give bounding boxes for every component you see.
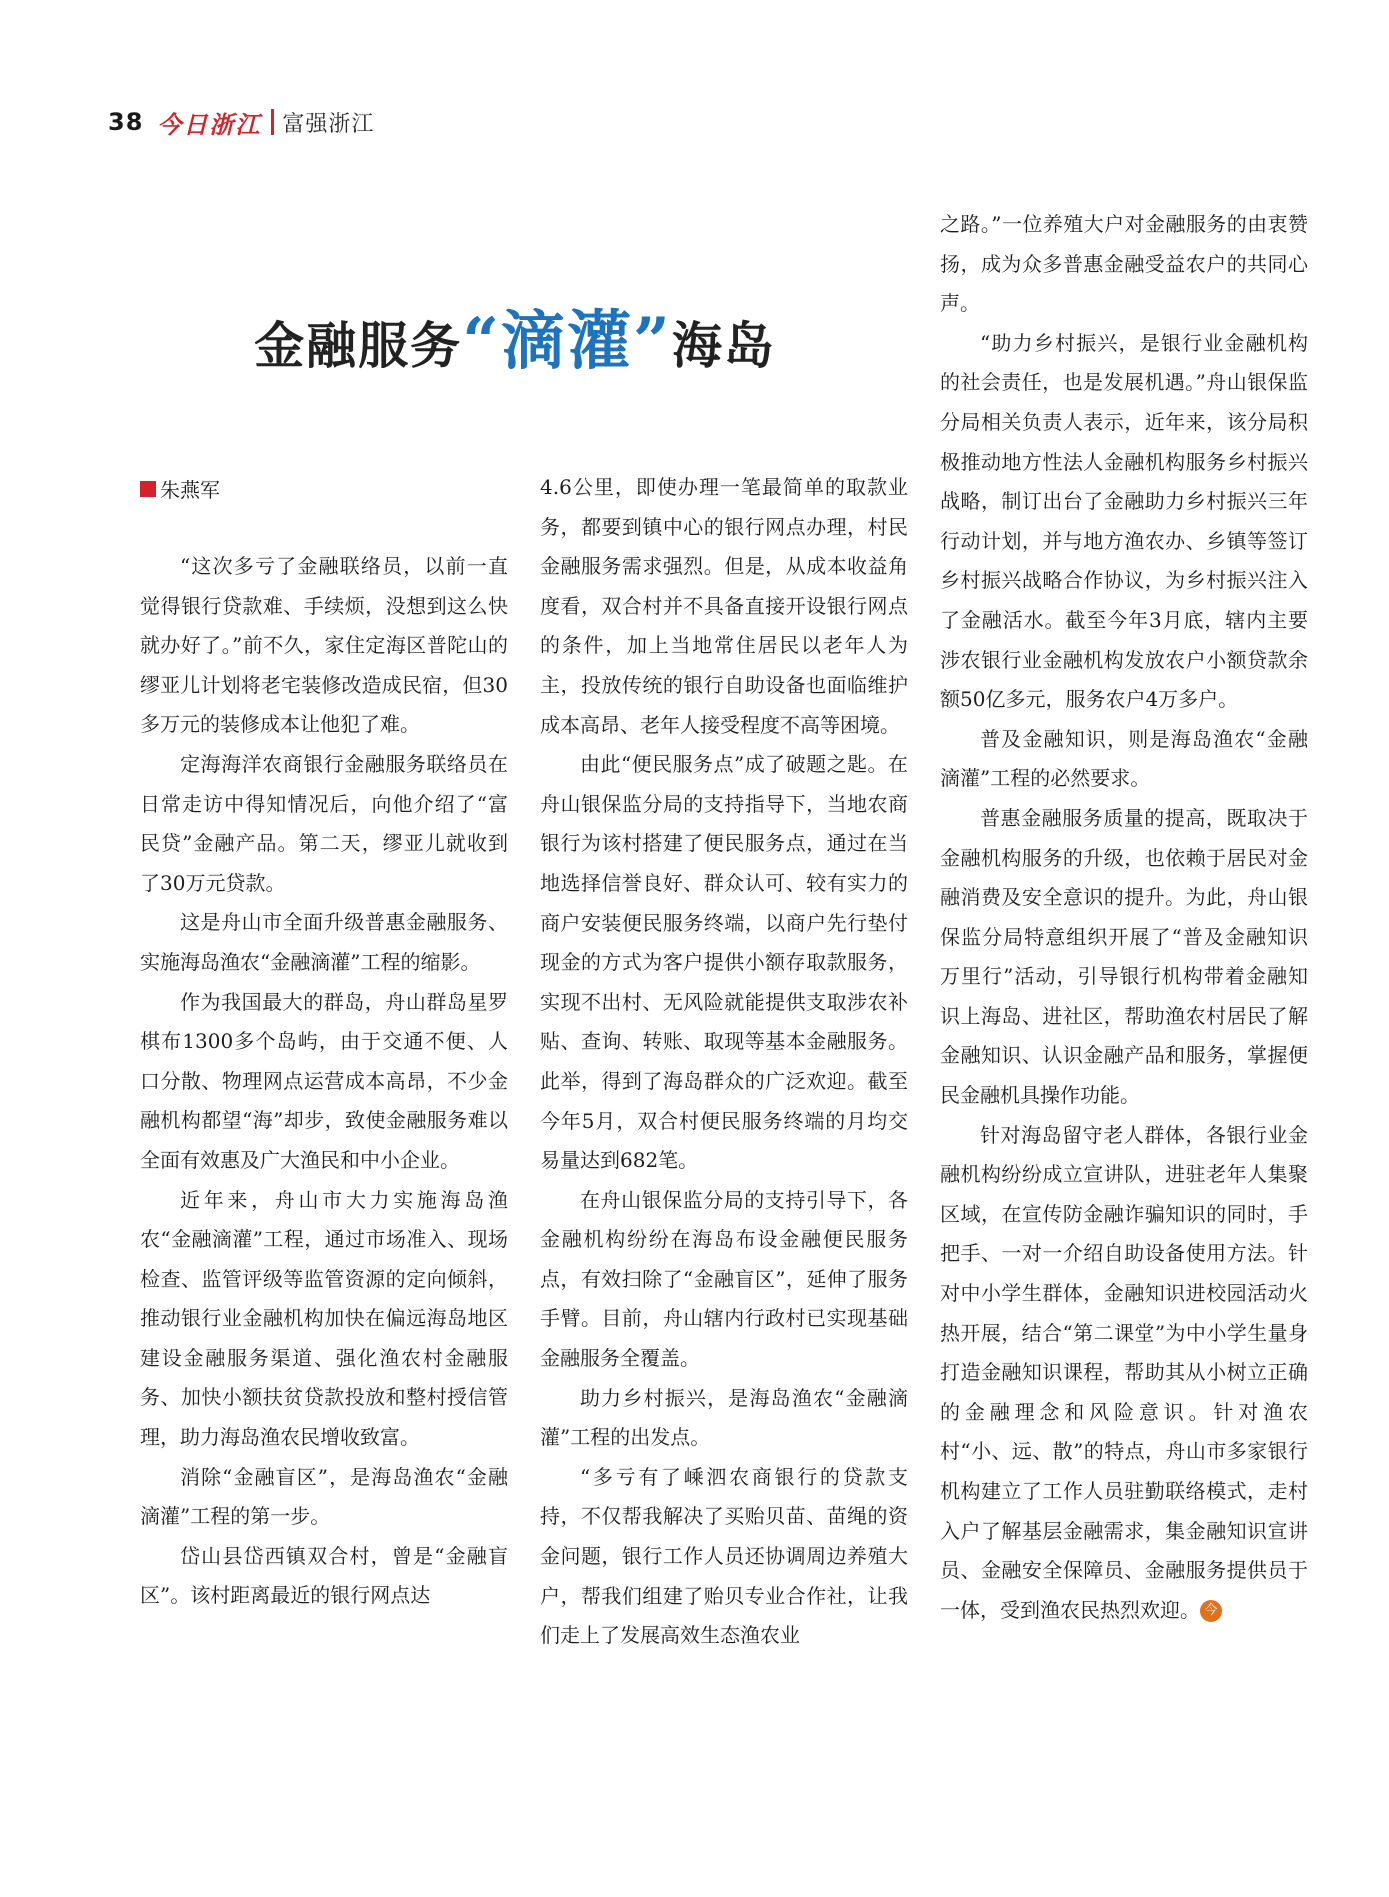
section-name: 富强浙江	[282, 111, 375, 137]
paragraph: 在舟山银保监分局的支持引导下，各金融机构纷纷在海岛布设金融便民服务点，有效扫除了“金融盲区”，延伸了服务手臂。目前，舟山辖内行政村已实现基础金融服务全覆盖。	[540, 1187, 908, 1371]
article-title	[0, 290, 1030, 382]
title-highlight: “滴灌”	[462, 304, 672, 379]
article-column-2	[540, 468, 908, 1656]
paragraph: 普及金融知识，则是海岛渔农“金融滴灌”工程的必然要求。	[940, 726, 1308, 791]
end-mark-icon: 今	[1200, 1600, 1222, 1622]
paragraph: 定海海洋农商银行金融服务联络员在日常走访中得知情况后，向他介绍了“富民贷”金融产品。第二天，缪亚儿就收到了30万元贷款。	[140, 751, 508, 895]
paragraph: “多亏有了嵊泗农商银行的贷款支持，不仅帮我解决了买贻贝苗、苗绳的资金问题，银行工作人员还协调周边养殖大户，帮我们组建了贻贝专业合作社，让我们走上了发展高效生态渔农业	[540, 1464, 908, 1648]
paragraph: 消除“金融盲区”，是海岛渔农“金融滴灌”工程的第一步。	[140, 1464, 508, 1529]
article-column-1	[140, 547, 508, 1616]
final-paragraph	[940, 1116, 1308, 1631]
paragraph: 这是舟山市全面升级普惠金融服务、实施海岛渔农“金融滴灌”工程的缩影。	[140, 910, 508, 974]
paragraph: 普惠金融服务质量的提高，既取决于金融机构服务的升级，也依赖于居民对金融消费及安全意识的提升。为此，舟山银保监分局特意组织开展了“普及金融知识万里行”活动，引导银行机构带着金融知识上海岛、进社区，帮助渔农村居民了解金融知识、认识金融产品和服务，掌握便民金融机具操作功能。	[940, 805, 1308, 1108]
header-divider	[271, 109, 274, 135]
title-part-2: 海岛	[671, 316, 776, 375]
paragraph: 岱山县岱西镇双合村，曾是“金融盲区”。该村距离最近的银行网点达	[140, 1543, 508, 1608]
paragraph-text: 针对海岛留守老人群体，各银行业金融机构纷纷成立宣讲队，进驻老年人集聚区域，在宣传防金融诈骗知识的同时，手把手、一对一介绍自助设备使用方法。针对中小学生群体，金融知识进校园活动火热开展，结合“第二课堂”为中小学生量身打造金融知识课程，帮助其从小树立正确的金融理念和风险意识。针对渔农村“小、远、散”的特点，舟山市多家银行机构建立了工作人员驻勤联络模式，走村入户了解基层金融需求，集金融知识宣讲员、金融安全保障员、金融服务提供员于一体，受到渔农民热烈欢迎。	[940, 1122, 1308, 1622]
paragraph: 作为我国最大的群岛，舟山群岛星罗棋布1300多个岛屿，由于交通不便、人口分散、物理网点运营成本高昂，不少金融机构都望“海”却步，致使金融服务难以全面有效惠及广大渔民和中小企业。	[140, 989, 508, 1172]
paragraph: “这次多亏了金融联络员，以前一直觉得银行贷款难、手续烦，没想到这么快就办好了。”前不久，家住定海区普陀山的缪亚儿计划将老宅装修改造成民宿，但30多万元的装修成本让他犯了难。	[140, 554, 508, 737]
magazine-logo: 今日浙江	[157, 110, 262, 139]
author-name: 朱燕军	[160, 478, 220, 502]
article-column-3	[940, 205, 1308, 1630]
paragraph: 助力乡村振兴，是海岛渔农“金融滴灌”工程的出发点。	[540, 1385, 908, 1450]
paragraph: 近年来，舟山市大力实施海岛渔农“金融滴灌”工程，通过市场准入、现场检查、监管评级等监管资源的定向倾斜，推动银行业金融机构加快在偏远海岛地区建设金融服务渠道、强化渔农村金融服务、加快小额扶贫贷款投放和整村授信管理，助力海岛渔农民增收致富。	[140, 1187, 508, 1450]
page-number: 38	[108, 108, 144, 136]
page-header	[108, 104, 374, 140]
paragraph: 之路。”一位养殖大户对金融服务的由衷赞扬，成为众多普惠金融受益农户的共同心声。	[940, 212, 1308, 316]
title-part-1: 金融服务	[254, 316, 463, 375]
paragraph: 由此“便民服务点”成了破题之匙。在舟山银保监分局的支持指导下，当地农商银行为该村搭建了便民服务点，通过在当地选择信誉良好、群众认可、较有实力的商户安装便民服务终端，以商户先行垫付现金的方式为客户提供小额存取款服务，实现不出村、无风险就能提供支取涉农补贴、查询、转账、取现等基本金融服务。此举，得到了海岛群众的广泛欢迎。截至今年5月，双合村便民服务终端的月均交易量达到682笔。	[540, 752, 908, 1173]
paragraph: 4.6公里，即使办理一笔最简单的取款业务，都要到镇中心的银行网点办理，村民金融服务需求强烈。但是，从成本收益角度看，双合村并不具备直接开设银行网点的条件，加上当地常住居民以老年人为主，投放传统的银行自助设备也面临维护成本高昂、老年人接受程度不高等困境。	[540, 475, 908, 737]
author-marker-icon	[140, 481, 156, 497]
author-byline	[140, 474, 220, 503]
paragraph: “助力乡村振兴，是银行业金融机构的社会责任，也是发展机遇。”舟山银保监分局相关负责人表示，近年来，该分局积极推动地方性法人金融机构服务乡村振兴战略，制订出台了金融助力乡村振兴三年行动计划，并与地方渔农办、乡镇等签订乡村振兴战略合作协议，为乡村振兴注入了金融活水。截至今年3月底，辖内主要涉农银行业金融机构发放农户小额贷款余额50亿多元，服务农户4万多户。	[940, 330, 1308, 712]
